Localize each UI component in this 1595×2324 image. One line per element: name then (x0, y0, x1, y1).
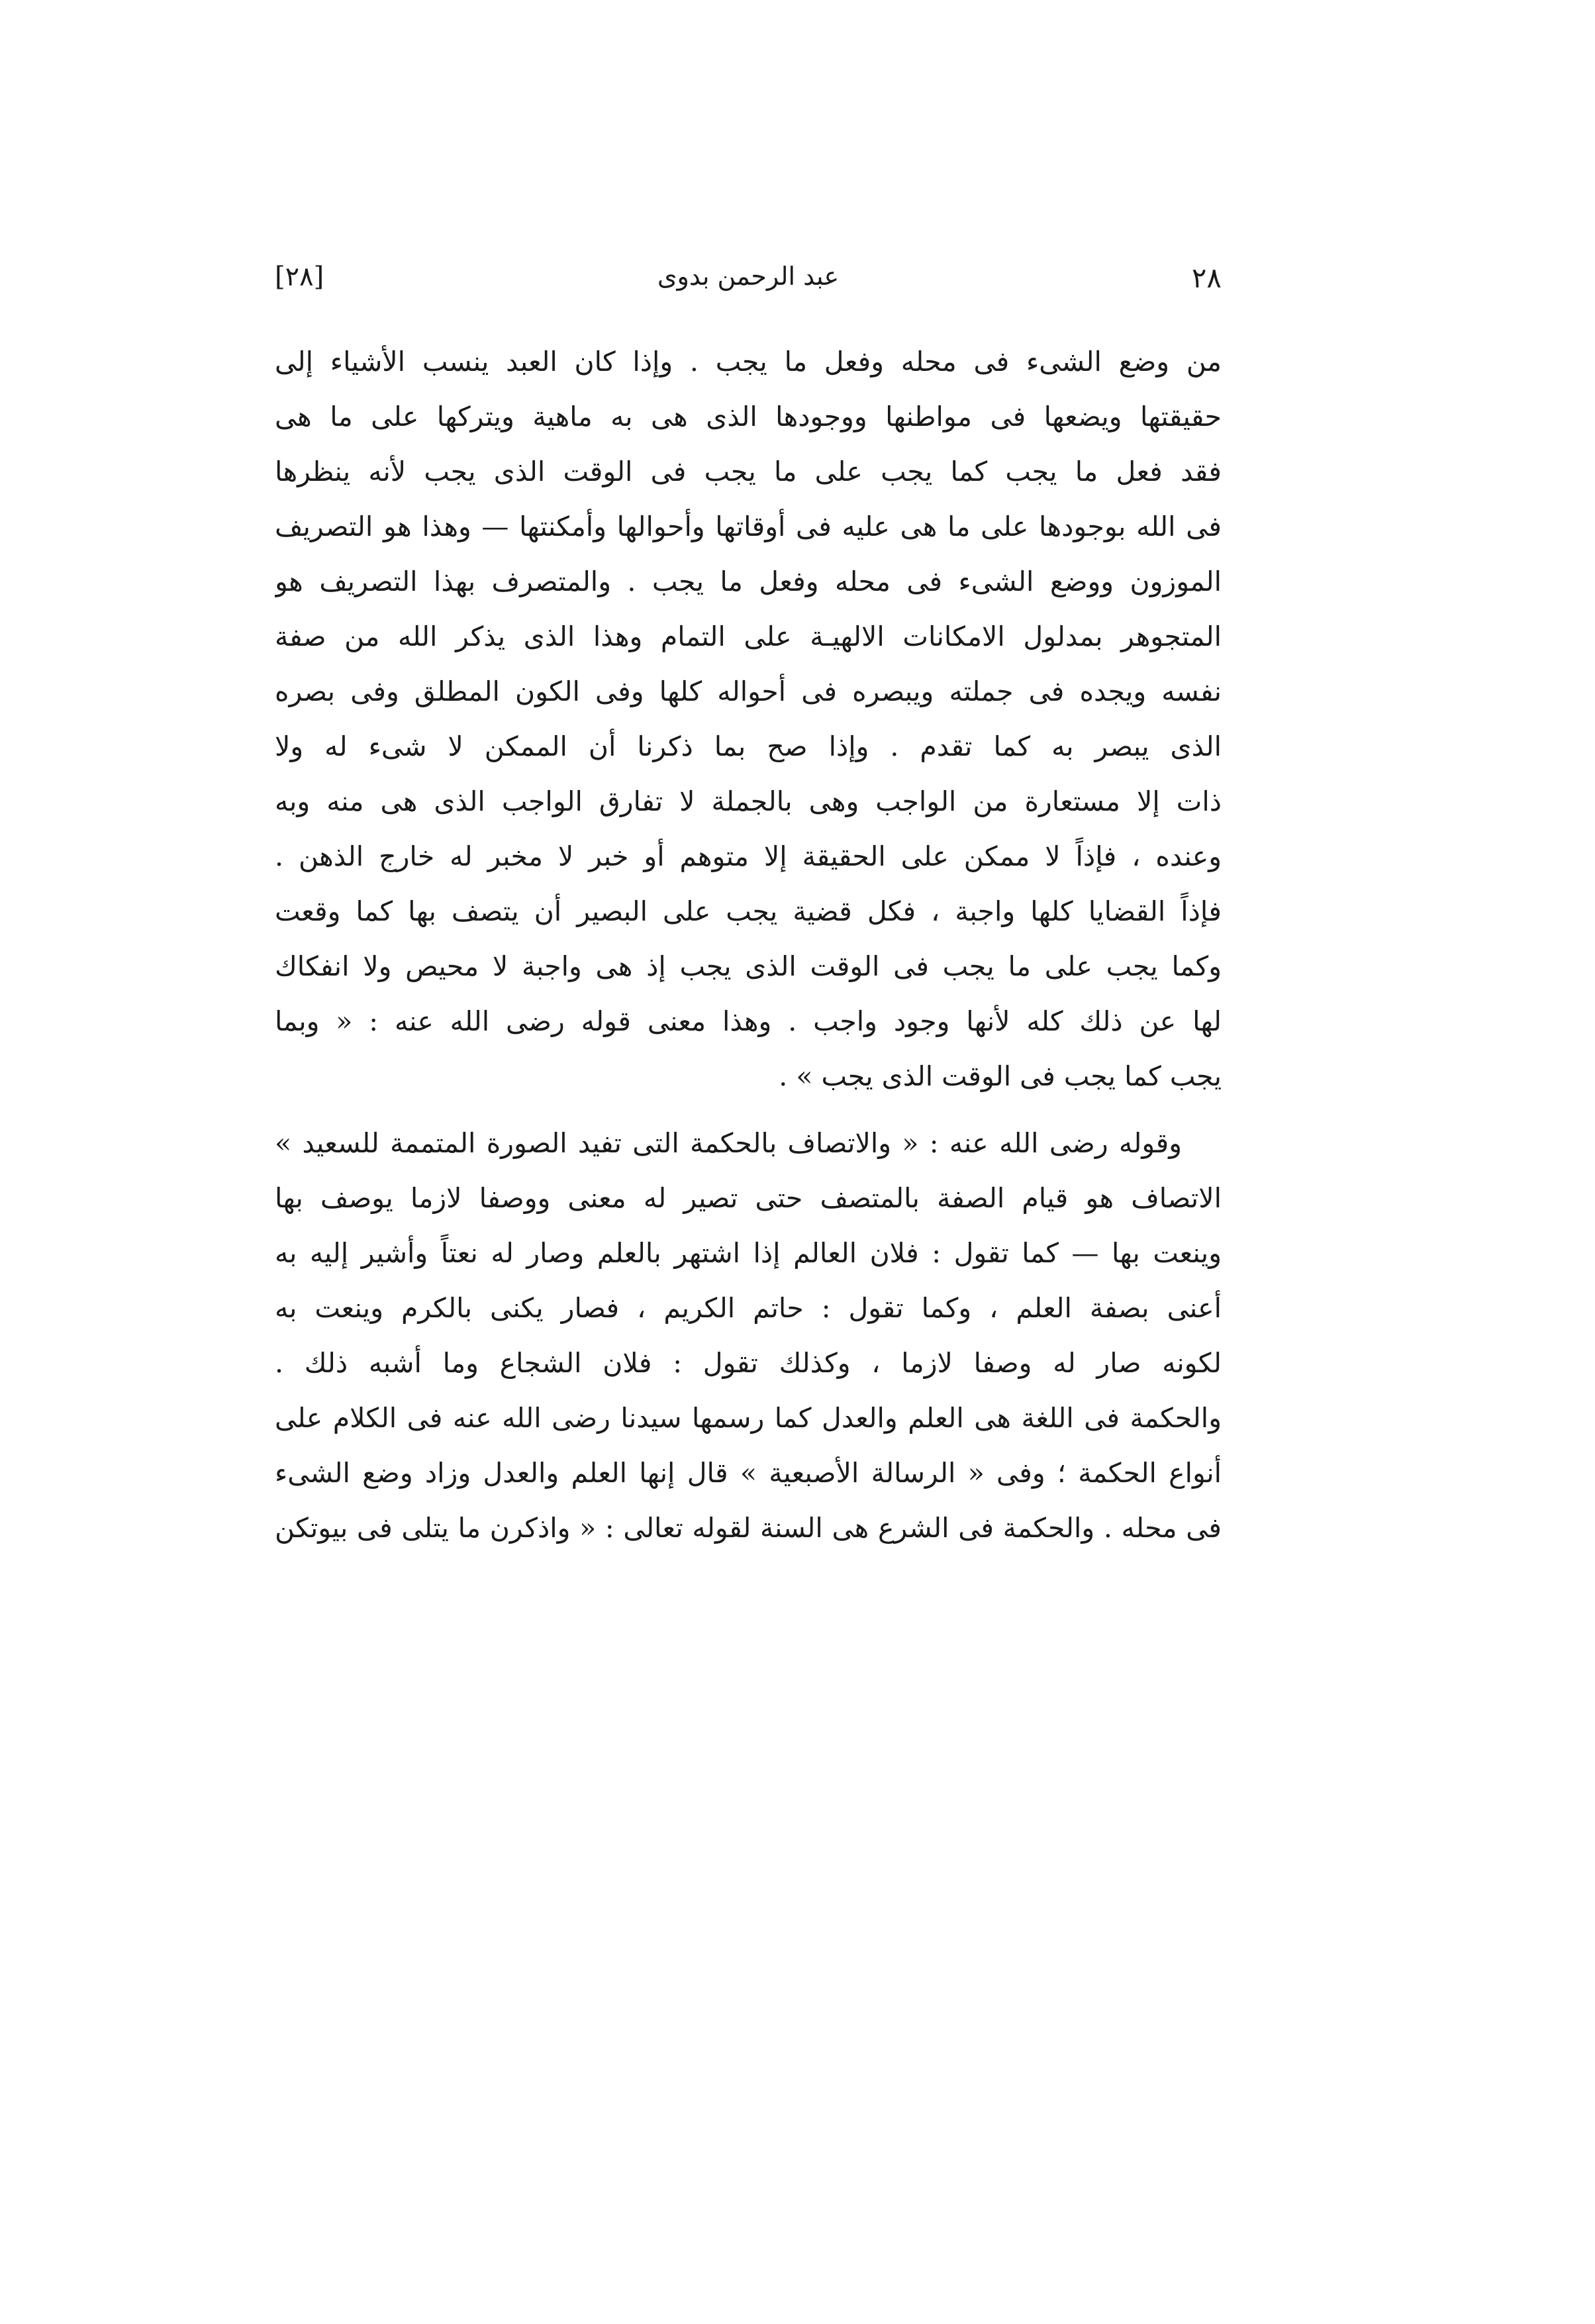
paragraph (275, 334, 1222, 1104)
page-number: ٢٨ (1191, 262, 1222, 294)
text-line: فى الله بوجودها على ما هى عليه فى أوقاتها وأحوالها وأمكنتها — وهذا هو التصريف (275, 511, 1222, 542)
text-line: ذات إلا مستعارة من الواجب وهى بالجملة لا تفارق الواجب الذى هى منه وبه (275, 785, 1222, 817)
paragraph-gap (275, 1104, 1222, 1116)
text-line: وقوله رضى الله عنه : « والاتصاف بالحكمة التى تفيد الصورة المتممة للسعيد » (275, 1127, 1182, 1159)
text-line: فقد فعل ما يجب كما يجب على ما يجب فى الوقت الذى يجب لأنه ينظرها (275, 456, 1222, 487)
text-line: والحكمة فى اللغة هى العلم والعدل كما رسمها سيدنا رضى الله عنه فى الكلام على (275, 1402, 1222, 1434)
text-line: الموزون ووضع الشىء فى محله وفعل ما يجب . والمتصرف بهذا التصريف هو (275, 566, 1222, 597)
text-line: أعنى بصفة العلم ، وكما تقول : حاتم الكريم ، فصار يكنى بالكرم وينعت به (275, 1292, 1222, 1324)
text-line: وعنده ، فإذاً لا ممكن على الحقيقة إلا متوهم أو خبر لا مخبر له خارج الذهن . (275, 840, 1222, 872)
text-line: فى محله . والحكمة فى الشرع هى السنة لقوله تعالى : « واذكرن ما يتلى فى بيوتكن (275, 1512, 1222, 1544)
text-line: نفسه ويجده فى جملته ويبصره فى أحواله كلها وفى الكون المطلق وفى بصره (275, 676, 1222, 707)
text-line: وكما يجب على ما يجب فى الوقت الذى يجب إذ هى واجبة لا محيص ولا انفكاك (275, 950, 1222, 982)
bracketed-page-number: [٢٨] (275, 262, 324, 292)
text-line: الاتصاف هو قيام الصفة بالمتصف حتى تصير له معنى ووصفا لازما يوصف بها (275, 1182, 1222, 1214)
text-line: يجب كما يجب فى الوقت الذى يجب » . (779, 1060, 1222, 1092)
text-line: وينعت بها — كما تقول : فلان العالم إذا اشتهر بالعلم وصار له نعتاً وأشير إليه به (275, 1237, 1222, 1269)
text-line: فإذاً القضايا كلها واجبة ، فكل قضية يجب على البصير أن يتصف بها كما وقعت (275, 895, 1222, 927)
text-line: لها عن ذلك كله لأنها وجود واجب . وهذا معنى قوله رضى الله عنه : « وبما (275, 1005, 1222, 1037)
running-title: عبد الرحمن بدوى (657, 262, 840, 291)
text-line: لكونه صار له وصفا لازما ، وكذلك تقول : فلان الشجاع وما أشبه ذلك . (275, 1347, 1222, 1379)
text-line: المتجوهر بمدلول الامكانات الالهيـة على التمام وهذا الذى يذكر الله من صفة (275, 621, 1222, 652)
paragraph (275, 1116, 1222, 1556)
body-text (275, 334, 1222, 1556)
text-line: من وضع الشىء فى محله وفعل ما يجب . وإذا كان العبد ينسب الأشياء إلى (275, 346, 1222, 378)
text-line: حقيقتها ويضعها فى مواطنها ووجودها الذى هى به ماهية ويتركها على ما هى (275, 401, 1222, 432)
text-line: أنواع الحكمة ؛ وفى « الرسالة الأصبعية » قال إنها العلم والعدل وزاد وضع الشىء (275, 1457, 1222, 1489)
text-line: الذى يبصر به كما تقدم . وإذا صح بما ذكرنا أن الممكن لا شىء له ولا (275, 731, 1222, 762)
running-head (275, 262, 1222, 308)
